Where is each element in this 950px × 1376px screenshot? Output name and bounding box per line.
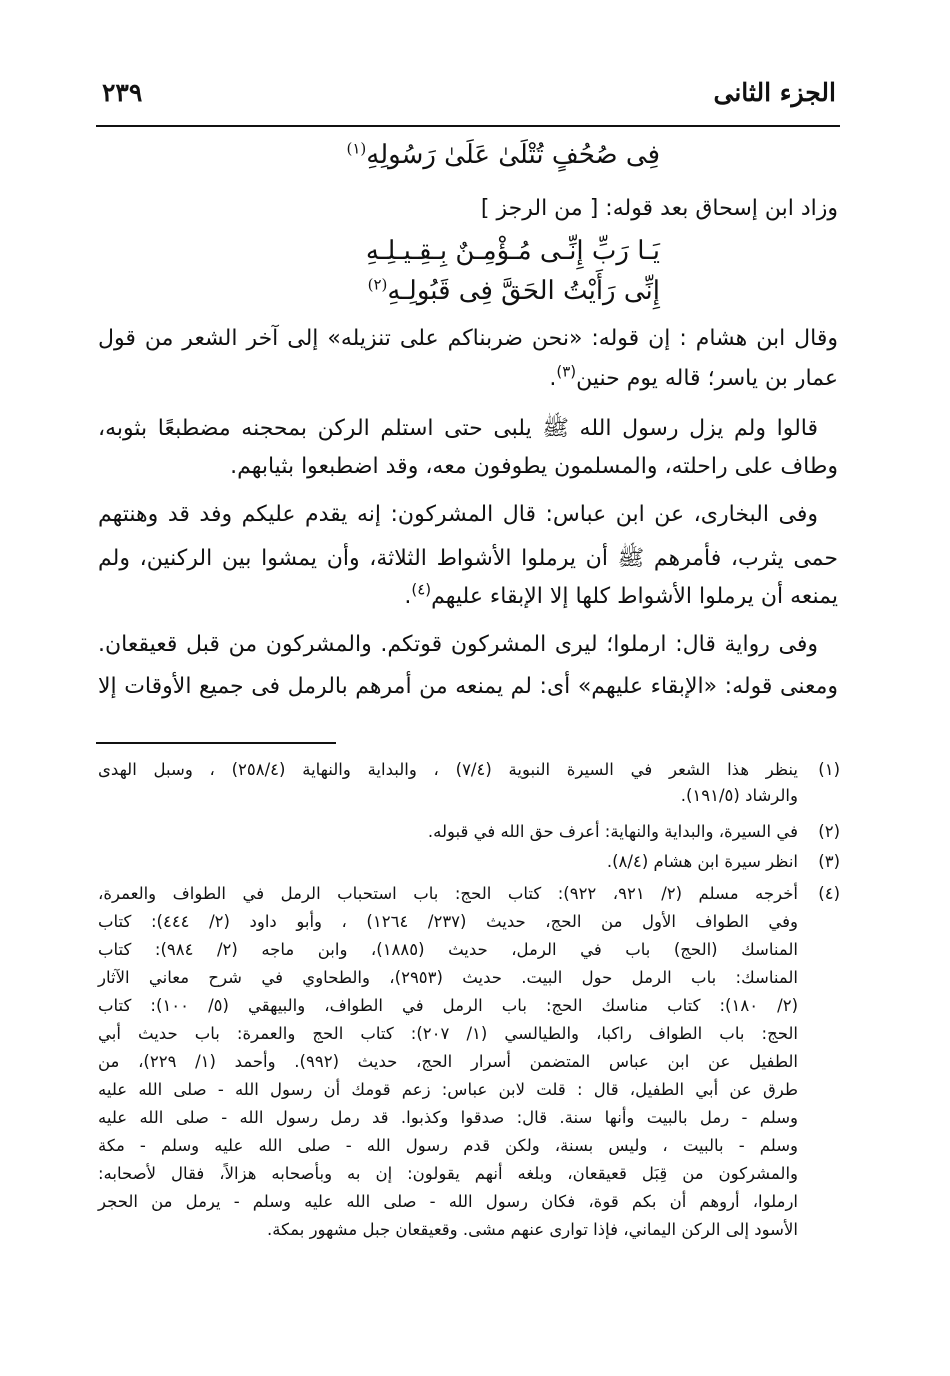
paragraph-line: قالوا ولم يزل رسول الله ﷺ يلبى حتى استلم الركن بمحجنه مضطبعًا بثوبه، — [98, 416, 818, 441]
footnote-line: المناسك: باب الرمل حول البيت. حديث (٢٩٥٣)، والطحاوي في شرح معاني الآثار — [98, 968, 798, 987]
footnote-line: وسلم - رمل بالبيت وأنها سنة. قال: صدقوا وكذبوا. قد رمل رسول الله - صلى الله عليه — [98, 1108, 798, 1127]
footnote-line: الطفيل عن ابن عباس المتضمن أسرار الحج، حديث (٩٩٢). وأحمد (١/ ٢٢٩)، من — [98, 1052, 798, 1071]
paragraph-line: ومعنى قوله: «الإبقاء عليهم» أى: لم يمنعه من أمرهم بالرمل فى جميع الأوقات إلا — [98, 674, 838, 699]
footnote-line: في السيرة، والبداية والنهاية: أعرف حق الله في قبوله. — [427, 822, 798, 841]
footnote-number: (٣) — [818, 852, 840, 871]
footnote-line: الأسود إلى الركن اليماني، فإذا توارى عنهم مشى. وقعيقعان جبل مشهور بمكة. — [266, 1220, 798, 1239]
period: . — [404, 584, 412, 609]
paragraph-text: عمار بن ياسر؛ قاله يوم حنين — [576, 366, 838, 391]
footnote-ref: (١) — [346, 139, 367, 158]
footnote-line: ارملوا، أروهم أن بكم قوة، فكان رسول الله - صلى الله عليه وسلم - يرمل من الحجر — [98, 1192, 798, 1211]
footnote-line: المناسك (الحج) باب في الرمل، حديث (١٨٨٥)، وابن ماجه (٢/ ٩٨٤): كتاب — [98, 940, 798, 959]
footnote-line: ينظر هذا الشعر في السيرة النبوية (٧/٤) ، والبداية والنهاية (٢٥٨/٤) ، وسبل الهدى — [98, 760, 798, 779]
footnote-line: انظر سيرة ابن هشام (٨/٤). — [606, 852, 798, 871]
paragraph-line: وفى البخارى، عن ابن عباس: قال المشركون: إنه يقدم عليكم وفد قد وهنتهم — [98, 502, 818, 527]
period: . — [549, 366, 557, 391]
paragraph-text: يمنعه أن يرملوا الأشواط كلها إلا الإبقاء عليهم — [431, 584, 838, 609]
footnote-ref: (٣) — [556, 362, 577, 381]
footnote-line: والمشركون من قِبَل قعيقعان، وبلغه أنهم يقولون: إن به وبأصحابه هزالاً، فقال لأصحابه: — [98, 1164, 798, 1183]
footnote-line: الحج: باب الطواف راكبا، والطيالسي (١/ ٢٠٧): كتاب الحج والعمرة: باب حديث أبي — [98, 1024, 798, 1043]
verse-line — [366, 236, 660, 266]
header-rule — [96, 125, 840, 127]
footnote-line: وسلم - بالبيت ، وليس بسنة، ولكن قدم رسول الله - صلى الله عليه وسلم - مكة — [98, 1136, 798, 1155]
footnote-number: (٢) — [818, 822, 840, 841]
book-page — [96, 0, 840, 1376]
footnote-number: (١) — [818, 760, 840, 779]
verse-text: إِنِّى رَأَيْتُ الحَقَّ فِى قَبُولِـهِ — [387, 276, 660, 306]
paragraph-line: وقال ابن هشام : إن قوله: «نحن ضربناكم على تنزيله» إلى آخر الشعر من قول — [98, 326, 838, 351]
paragraph-line: وفى رواية قال: ارملوا؛ ليرى المشركون قوتكم. والمشركون من قبل قعيقعان. — [98, 632, 818, 657]
footnote-line: طرق عن أبي الطفيل، قال : قلت لابن عباس: زعم قومك أن رسول الله - صلى الله عليه — [98, 1080, 798, 1099]
verse-line — [347, 140, 661, 170]
verse-text: يَـا رَبِّ إِنِّـى مُـؤْمِـنٌ بِـقِـيـلِـهِ — [365, 236, 660, 266]
intro-line: وزاد ابن إسحاق بعد قوله: [ من الرجز ] — [480, 196, 838, 221]
verse-text: فِى صُحُفٍ تُتْلَىٰ عَلَىٰ رَسُولِهِ — [366, 140, 660, 170]
part-title: الجزء الثانى — [713, 78, 836, 107]
footnote-line: وفي الطواف الأول من الحج، حديث (٢٣٧/ ١٢٦٤) ، وأبو داود (٢/ ٤٤٤): كتاب — [98, 912, 799, 931]
footnote-ref: (٤) — [411, 580, 432, 599]
running-head — [96, 70, 840, 120]
footnote-line: أخرجه مسلم (٢/ ٩٢١، ٩٢٢): كتاب الحج: باب استحباب الرمل في الطواف والعمرة، — [98, 884, 798, 903]
paragraph-line: وطاف على راحلته، والمسلمون يطوفون معه، وقد اضطبعوا بثيابهم. — [230, 454, 838, 479]
footnote-line: (٢/ ١٨٠): كتاب مناسك الحج: باب الرمل في الطواف، والبيهقي (٥/ ١٠٠): كتاب — [98, 996, 799, 1015]
paragraph-line — [549, 362, 838, 391]
footnote-ref: (٢) — [367, 275, 388, 294]
footnote-line: والرشاد (١٩١/٥). — [680, 786, 798, 805]
footnote-number: (٤) — [818, 884, 840, 903]
paragraph-line: حمى يثرب، فأمرهم ﷺ أن يرملوا الأشواط الثلاثة، وأن يمشوا بين الركنين، ولم — [98, 546, 838, 571]
verse-line — [368, 276, 660, 306]
paragraph-line — [404, 580, 838, 609]
page-number: ٢٣٩ — [102, 78, 143, 107]
footnote-rule — [96, 742, 336, 744]
